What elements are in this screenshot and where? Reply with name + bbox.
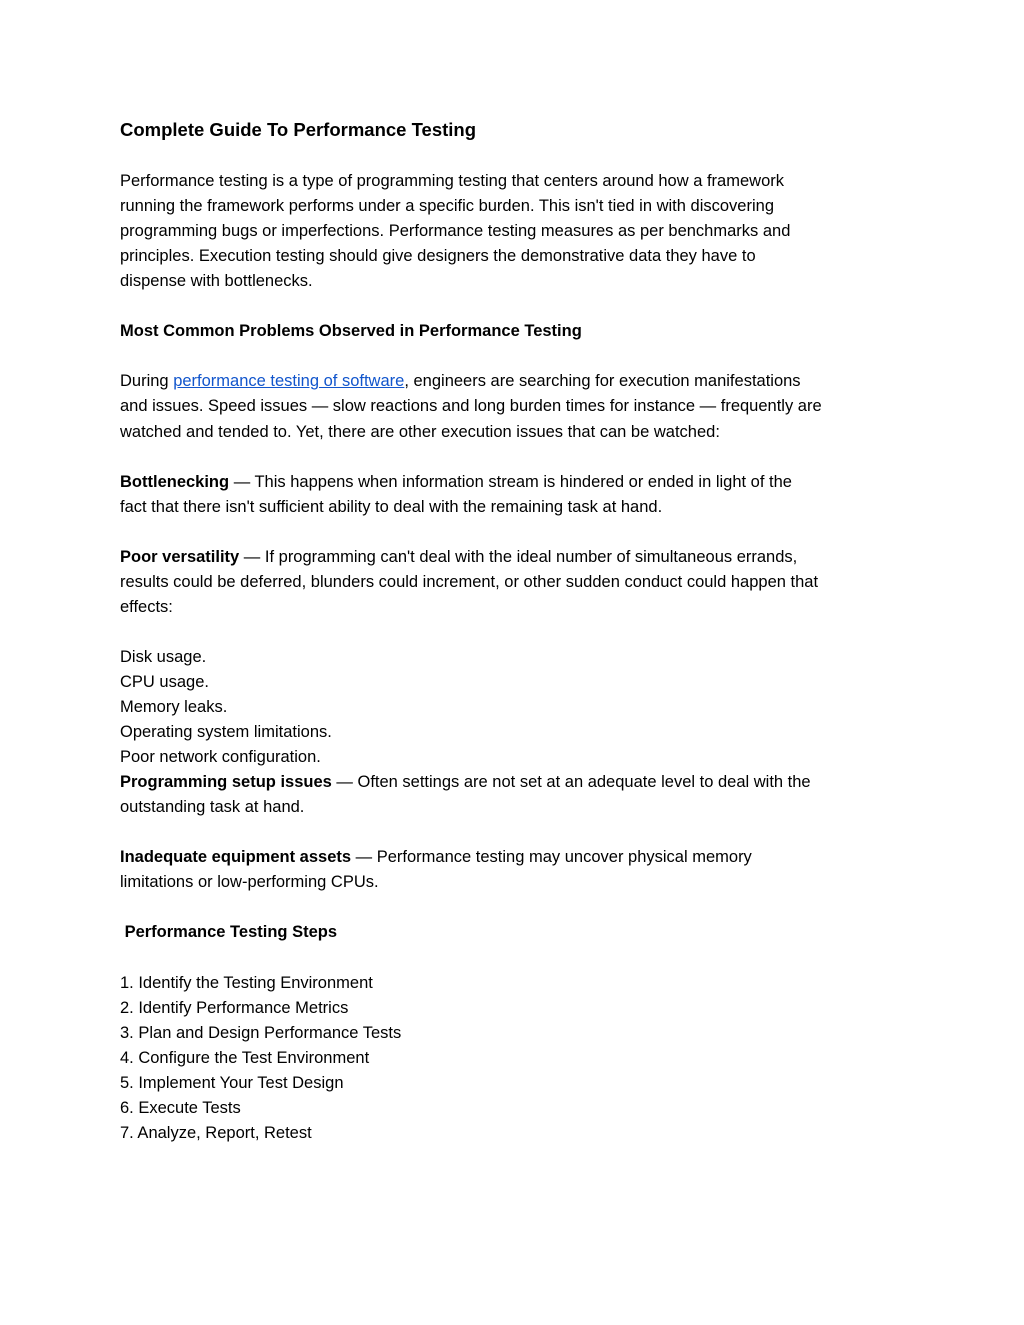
text-run: — Performance testing may uncover physical memory xyxy=(351,848,752,867)
text-run: and issues. Speed issues — slow reactions and long burden times for instance — frequently are xyxy=(120,397,822,416)
text-run: Performance testing is a type of programming testing that centers around how a framework xyxy=(120,172,784,191)
text-line xyxy=(120,394,822,419)
text-run: During xyxy=(120,372,174,391)
blank-line xyxy=(120,895,822,920)
text-run: Poor network configuration. xyxy=(120,748,321,767)
text-line xyxy=(120,495,822,520)
text-run: 4. Configure the Test Environment xyxy=(120,1048,370,1067)
text-run: Memory leaks. xyxy=(120,698,228,717)
bold-text-run: Most Common Problems Observed in Performance Testing xyxy=(120,322,582,341)
text-line xyxy=(120,194,822,219)
blank-line xyxy=(120,820,822,845)
section-heading xyxy=(120,920,822,945)
blank-line xyxy=(120,294,822,319)
list-item xyxy=(120,720,822,745)
document-title xyxy=(120,117,822,142)
list-item xyxy=(120,745,822,770)
text-line xyxy=(120,570,822,595)
text-line xyxy=(120,470,822,495)
text-run: Disk usage. xyxy=(120,647,207,666)
document-body xyxy=(120,117,822,1146)
text-run: CPU usage. xyxy=(120,672,209,691)
text-line xyxy=(120,795,822,820)
text-run: — If programming can't deal with the ideal number of simultaneous errands, xyxy=(239,547,798,566)
text-run: outstanding task at hand. xyxy=(120,798,305,817)
text-run: running the framework performs under a specific burden. This isn't tied in with discovering xyxy=(120,197,774,216)
text-line xyxy=(120,169,822,194)
text-run: , engineers are searching for execution manifestations xyxy=(404,372,801,391)
text-line xyxy=(120,770,822,795)
blank-line xyxy=(120,445,822,470)
text-run: 6. Execute Tests xyxy=(120,1098,241,1117)
text-line xyxy=(120,845,822,870)
list-item xyxy=(120,695,822,720)
text-run: watched and tended to. Yet, there are other execution issues that can be watched: xyxy=(120,422,720,441)
text-run: 1. Identify the Testing Environment xyxy=(120,973,373,992)
text-run: — Often settings are not set at an adequate level to deal with the xyxy=(331,773,811,792)
bold-text-run: Inadequate equipment assets xyxy=(120,848,352,867)
list-item xyxy=(120,971,822,996)
text-run: fact that there isn't sufficient ability to deal with the remaining task at hand. xyxy=(120,497,663,516)
section-heading xyxy=(120,319,822,344)
bold-text-run: Poor versatility xyxy=(120,547,240,566)
text-line xyxy=(120,870,822,895)
text-run: results could be deferred, blunders could increment, or other sudden conduct could happen that xyxy=(120,572,819,591)
bold-text-run: Bottlenecking xyxy=(120,472,230,491)
text-run: principles. Execution testing should give designers the demonstrative data they have to xyxy=(120,247,756,266)
bold-text-run: Programming setup issues xyxy=(120,773,332,792)
blank-line xyxy=(120,620,822,645)
text-line xyxy=(120,595,822,620)
text-line xyxy=(120,420,822,445)
text-run: — This happens when information stream is hindered or ended in light of the xyxy=(229,472,792,491)
blank-line xyxy=(120,946,822,971)
text-run: 2. Identify Performance Metrics xyxy=(120,998,349,1017)
link-performance-testing-of-software[interactable]: performance testing of software xyxy=(173,372,405,391)
list-item xyxy=(120,670,822,695)
text-run: 5. Implement Your Test Design xyxy=(120,1073,344,1092)
text-run: programming bugs or imperfections. Performance testing measures as per benchmarks and xyxy=(120,222,791,241)
text-line xyxy=(120,244,822,269)
text-run: dispense with bottlenecks. xyxy=(120,272,313,291)
list-item xyxy=(120,1021,822,1046)
blank-line xyxy=(120,344,822,369)
list-item xyxy=(120,645,822,670)
text-line xyxy=(120,269,822,294)
text-run: effects: xyxy=(120,597,173,616)
bold-text-run: Performance Testing Steps xyxy=(120,923,338,942)
blank-line xyxy=(120,144,822,169)
bold-text-run: Complete Guide To Performance Testing xyxy=(120,119,477,140)
list-item xyxy=(120,1121,822,1146)
text-line xyxy=(120,219,822,244)
list-item xyxy=(120,1071,822,1096)
list-item xyxy=(120,996,822,1021)
text-run: 3. Plan and Design Performance Tests xyxy=(120,1023,402,1042)
text-line xyxy=(120,369,822,394)
text-line xyxy=(120,545,822,570)
text-run: Operating system limitations. xyxy=(120,723,332,742)
list-item xyxy=(120,1096,822,1121)
text-run: 7. Analyze, Report, Retest xyxy=(120,1123,312,1142)
text-run: limitations or low-performing CPUs. xyxy=(120,873,379,892)
list-item xyxy=(120,1046,822,1071)
blank-line xyxy=(120,520,822,545)
